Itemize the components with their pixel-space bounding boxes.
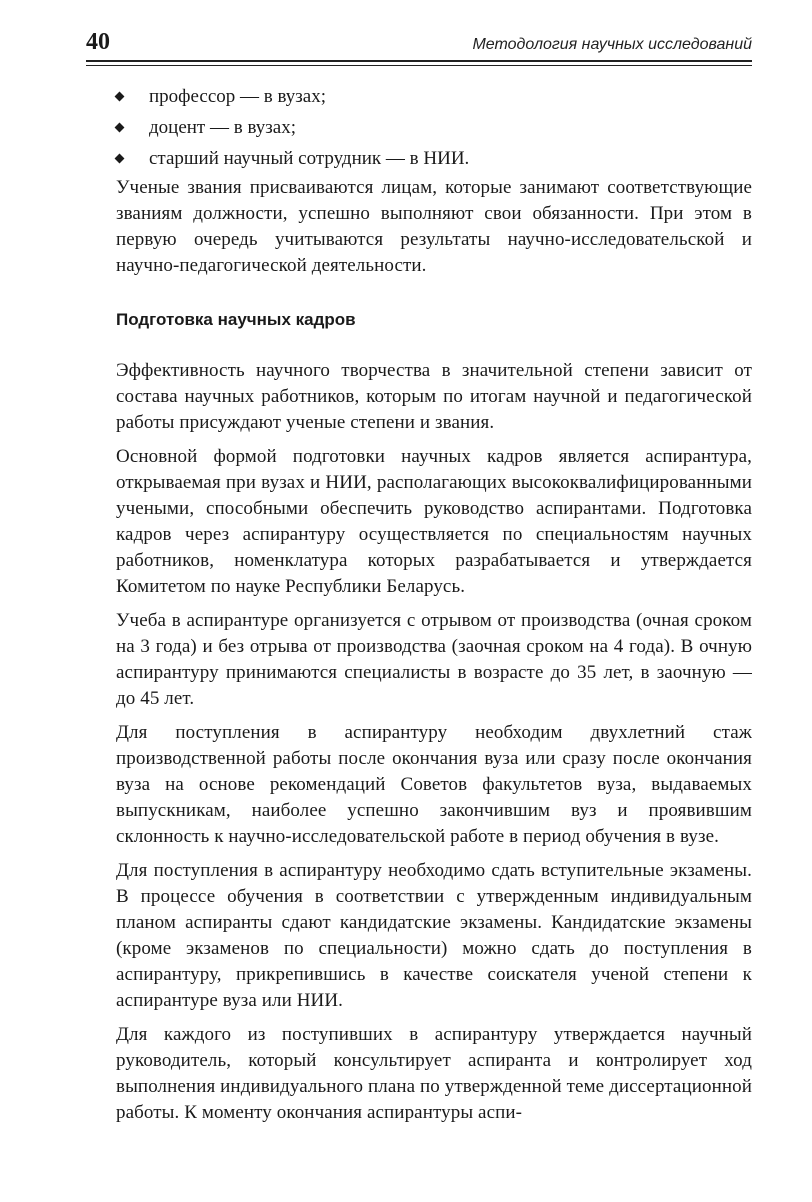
paragraph: Учеба в аспирантуре организуется с отрывом от производства (очная сроком на 3 года) и без отрыва от производства (заочная сроком на 4 года). В очную аспирантуру принимаются специалисты в возрасте до 35 лет, в заочную — до 45 лет. xyxy=(116,610,752,709)
page-number: 40 xyxy=(86,29,110,55)
section-heading: Подготовка научных кадров xyxy=(116,310,356,329)
bullet-text: старший научный сотрудник — в НИИ. xyxy=(149,148,470,169)
paragraph-intro: Ученые звания присваиваются лицам, которые занимают соответствующие званиям должности, успешно выполняют свои обязанности. При этом в первую очередь учитываются результаты научно-исследовательской и научно-педагогической деятельности. xyxy=(116,177,752,276)
bullet-item xyxy=(116,144,752,173)
bullet-list xyxy=(116,82,752,173)
bullet-text: профессор — в вузах; xyxy=(149,86,327,107)
header-rule xyxy=(86,60,752,66)
running-title: Методология научных исследований xyxy=(472,36,752,53)
paragraph: Для поступления в аспирантуру необходим двухлетний стаж производственной работы после окончания вуза или сразу после окончания вуза на основе рекомендаций Советов факультетов вуза, выдаваемых выпускникам, наиболее успешно закончившим вуз и проявившим склонность к научно-исследовательской работе в период обучения в вузе. xyxy=(116,722,752,847)
book-page xyxy=(86,26,752,1126)
diamond-bullet-icon xyxy=(115,92,125,102)
bullet-text: доцент — в вузах; xyxy=(149,117,296,138)
diamond-bullet-icon xyxy=(115,154,125,164)
running-head xyxy=(86,26,752,55)
paragraph: Для каждого из поступивших в аспирантуру утверждается научный руководитель, который консультирует аспиранта и контролирует ход выполнения индивидуального плана по утвержденной теме диссертационной работы. К моменту окончания аспирантуры аспи- xyxy=(116,1024,752,1123)
paragraph: Эффективность научного творчества в значительной степени зависит от состава научных работников, которым по итогам научной и педагогической работы присуждают ученые степени и звания. xyxy=(116,360,752,433)
paragraph: Основной формой подготовки научных кадров является аспирантура, открываемая при вузах и НИИ, располагающих высококвалифицированными учеными, способными обеспечить руководство аспирантами. Подготовка кадров через аспирантуру осуществляется по специальностям научных работников, номенклатура которых разрабатывается и утверждается Комитетом по науке Республики Беларусь. xyxy=(116,446,752,597)
diamond-bullet-icon xyxy=(115,123,125,133)
bullet-item xyxy=(116,113,752,142)
bullet-item xyxy=(116,82,752,111)
paragraph: Для поступления в аспирантуру необходимо сдать вступительные экзамены. В процессе обучения в соответствии с утвержденным индивидуальным планом аспиранты сдают кандидатские экзамены. Кандидатские экзамены (кроме экзаменов по специальности) можно сдать до поступления в аспирантуру, прикрепившись в качестве соискателя ученой степени к аспирантуре вуза или НИИ. xyxy=(116,860,752,1011)
